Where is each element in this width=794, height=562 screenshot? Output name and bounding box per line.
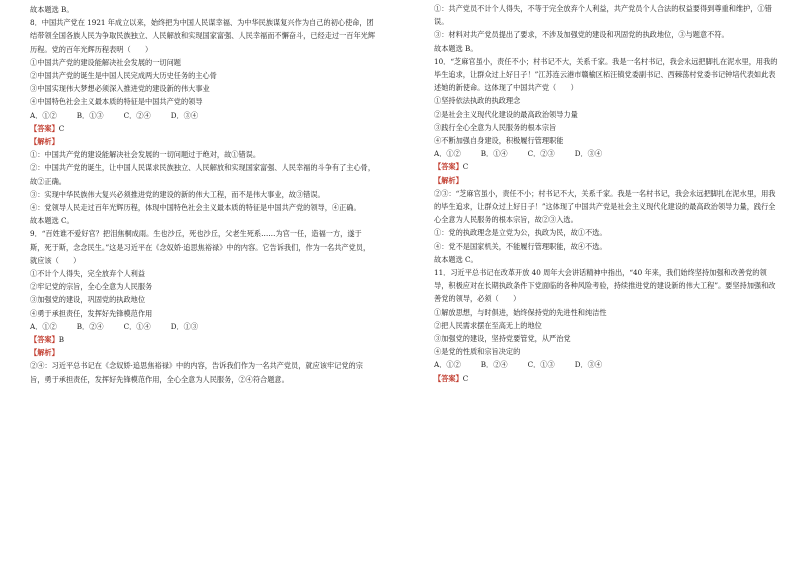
section-tag: 【答案】 [434,373,463,383]
option: C．①③ [527,360,555,370]
answer-options [30,109,375,122]
text-line: ④不断加强自身建设，积极履行管理职能 [434,136,564,146]
answer-options [30,320,375,333]
section-tag: 【解析】 [434,175,463,185]
right-column [434,0,779,385]
text-line: ①：中国共产党的建设能解决社会发展的一切问题过于绝对，故①错误。 [30,150,261,160]
section-tag: 【答案】 [30,123,59,133]
text-line: ③加强党的建设，巩固党的执政地位 [30,295,146,305]
text-line: ②③：“芝麻官虽小，责任不小；村书记不大，关系千家。我是一名村书记，我会永远把脚扎在泥水里，用我的毕生追求，让群众过上好日子！”这体现了中国共产党是社会主义现代化建设的最高政治领导力量，践行全心全意为人民服务的根本宗旨，故②③入选。 [434,188,776,225]
text-line: ①：党的执政理念是立党为公，执政为民，故①不选。 [434,228,607,238]
option: D．③④ [170,110,199,120]
text-line: 故本题选 C。 [434,254,478,264]
text-line: 9．“百姓谁不爱好官？把泪焦桐成雨。生也沙丘，死也沙丘，父老生死系……为官一任，造福一方，遂于斯，死于斯，念念民生。”这是习近平在《念奴娇·追思焦裕禄》中的内容。它告诉我们，作为一名共产党员，就应该（ ） [30,229,371,265]
left-column [30,0,375,386]
option: A．①② [30,110,57,120]
option: C．①④ [123,321,151,331]
answer-tag-line [30,333,375,346]
option: D．①③ [170,321,199,331]
option: B．②④ [480,360,508,370]
option: A．①② [30,321,57,331]
text-line: ①中国共产党的建设能解决社会发展的一切问题 [30,57,181,67]
text-line: ③加强党的建设，坚持党要管党，从严治党 [434,334,571,344]
text-line: ③：材料对共产党员提出了要求，不涉及加强党的建设和巩固党的执政地位，③与题意不符。 [434,30,729,40]
answer-tag-line [30,122,375,135]
option: B．①③ [76,110,104,120]
section-tag: 【解析】 [30,137,59,147]
answer-value: B [58,335,65,345]
text-line: ③中国实现伟大梦想必须深入推进党的建设新的伟大事业 [30,84,210,94]
answer-options [434,147,779,160]
option: A．①② [434,360,461,370]
text-line: ②是社会主义现代化建设的最高政治领导力量 [434,109,578,119]
text-line: ②：中国共产党的诞生，让中国人民谋求民族独立、人民解放和实现国家富强、人民幸福的斗争有了主心骨，故②正确。 [30,163,376,186]
answer-tag-line [434,174,779,187]
text-line: ②中国共产党的诞生是中国人民完成两大历史任务的主心骨 [30,71,217,81]
option: B．①④ [480,149,508,159]
text-line: ①：共产党员不计个人得失，不等于完全放弃个人利益，共产党员个人合法的权益要得到尊重和维护，①错误。 [434,4,772,27]
text-line: 故本题选 B。 [30,5,74,14]
text-line: ①坚持依法执政的执政理念 [434,96,521,106]
answer-tag-line [30,135,375,148]
section-tag: 【答案】 [434,162,463,172]
option: C．②③ [527,149,555,159]
text-line: ④：党领导人民走过百年光辉历程，体现中国特色社会主义最本质的特征是中国共产党的领导，④正确。 [30,203,361,213]
text-line: ①不计个人得失，完全放弃个人利益 [30,269,146,279]
section-tag: 【答案】 [30,335,59,345]
text-line: 11．习近平总书记在改革开放 40 周年大会讲话精神中指出，“40 年来，我们始终坚持加强和改善党的领导，积极应对在长期执政条件下党面临的各种风险考验，持续推进党的建设新的伟大工程”。要坚持加强和改善党的领导，必须（ ） [434,268,776,304]
text-line: ④是党的性质和宗旨决定的 [434,347,521,357]
answer-value: C [58,123,65,133]
section-tag: 【解析】 [30,348,59,358]
option: C．②④ [123,110,151,120]
option: A．①② [434,149,461,159]
text-line: ③：实现中华民族伟大复兴必须推进党的建设的新的伟大工程，而不是伟大事业，故③错误。 [30,189,325,199]
text-line: 8．中国共产党在 1921 年成立以来，始终把为中国人民谋幸福、为中华民族谋复兴作为自己的初心使命，团结带领全国各族人民为争取民族独立、人民解放和实现国家富强、人民幸福而不懈奋斗，已经走过一百年光辉历程。党的百年光辉历程表明（ ） [30,18,376,54]
text-line: ①解放思想，与时俱进，始终保持党的先进性和纯洁性 [434,307,607,317]
option: D．③④ [574,149,603,159]
text-line: 故本题选 C。 [30,216,74,226]
option: D．③④ [574,360,603,370]
text-line: ②把人民需求摆在至高无上的地位 [434,320,542,330]
text-line: ④中国特色社会主义最本质的特征是中国共产党的领导 [30,97,203,107]
answer-tag-line [30,346,375,359]
text-line: ③践行全心全意为人民服务的根本宗旨 [434,122,557,132]
text-line: ②④：习近平总书记在《念奴娇·追思焦裕禄》中的内容，告诉我们作为一名共产党员，就应该牢记党的宗旨，勇于承担责任，发挥好先锋模范作用，全心全意为人民服务，②④符合题意。 [30,361,363,384]
text-line: 故本题选 B。 [434,43,478,53]
option: B．②④ [76,321,104,331]
answer-options [434,358,779,371]
answer-value: C [462,373,469,383]
text-line: ②牢记党的宗旨，全心全意为人民服务 [30,282,153,292]
text-line: ④：党不是国家机关，不能履行管理职能，故④不选。 [434,241,607,251]
answer-tag-line [434,372,779,385]
text-line: ④勇于承担责任，发挥好先锋模范作用 [30,308,153,318]
answer-tag-line [434,160,779,173]
answer-value: C [462,162,469,172]
text-line: 10．“芝麻官虽小，责任不小；村书记不大，关系千家。我是一名村书记，我会永远把脚扎在泥水里，用我的毕生追求，让群众过上好日子！”江苏连云港市赣榆区柘汪镇党委副书记、西棘荡村党委书记钟培代表如此表述她的新使命。这体现了中国共产党（ ） [434,56,778,93]
